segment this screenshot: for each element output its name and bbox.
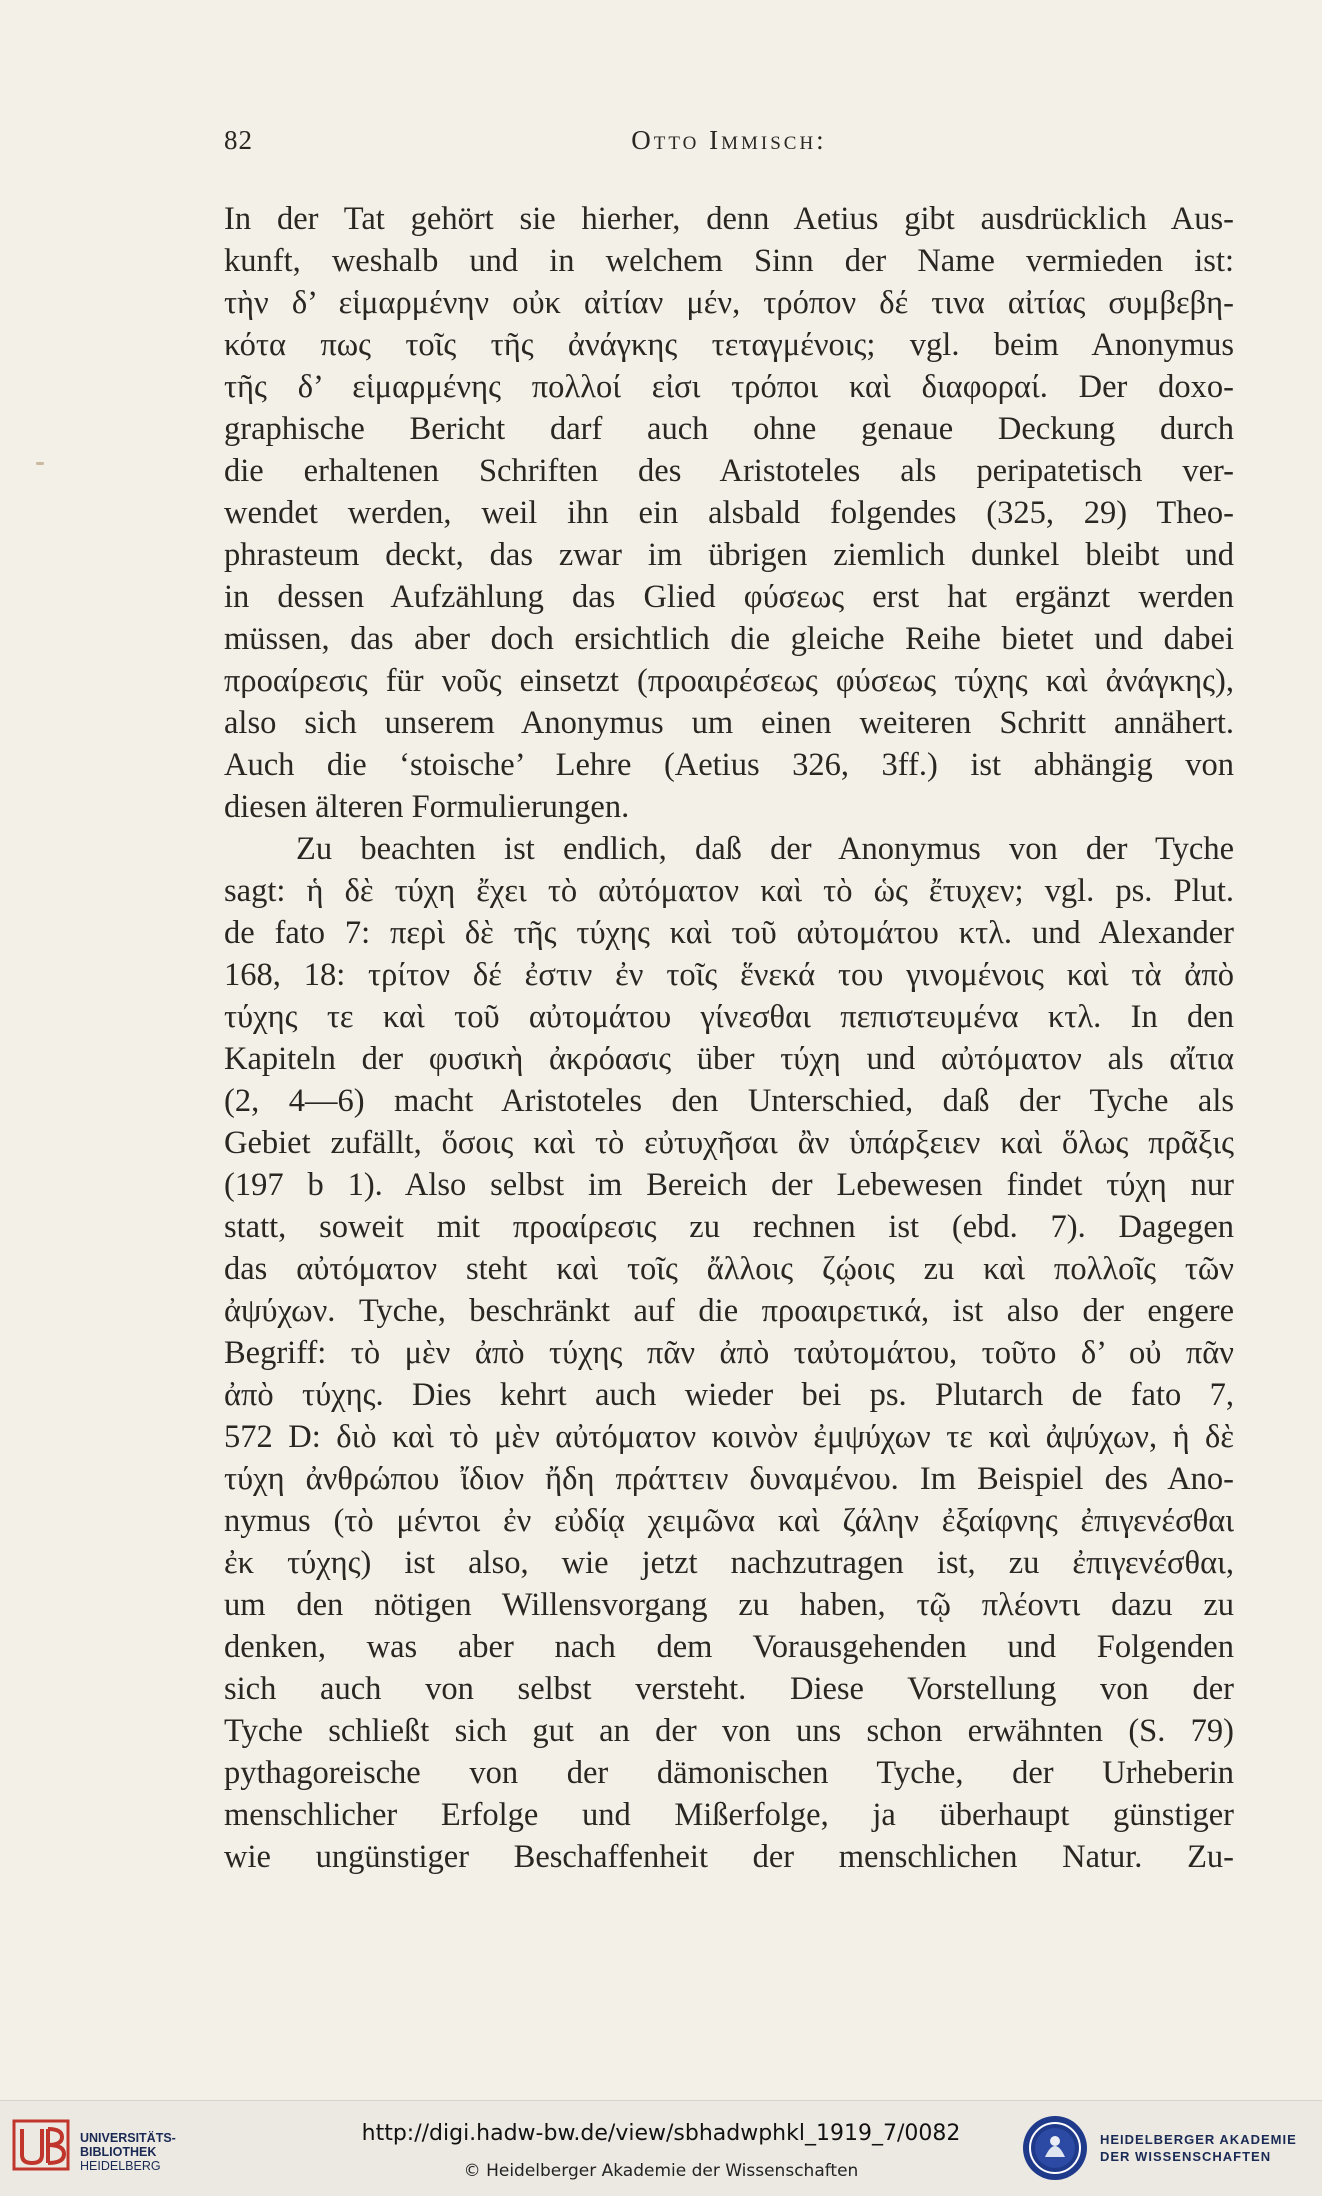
- university-library-name: UNIVERSITÄTS- BIBLIOTHEK HEIDELBERG: [80, 2131, 176, 2173]
- text-line: In der Tat gehört sie hierher, denn Aetius gibt ausdrücklich Aus-: [224, 201, 1234, 237]
- text-line: τύχη ἀνθρώπου ἴδιον ἤδη πράττειν δυναμένου. Im Beispiel des Ano-: [224, 1461, 1234, 1497]
- viewer-footer: [0, 2100, 1322, 2196]
- text-line: sich auch von selbst versteht. Diese Vorstellung von der: [224, 1671, 1234, 1707]
- text-line: in dessen Aufzählung das Glied φύσεως erst hat ergänzt werden: [224, 579, 1234, 615]
- text-line: statt, soweit mit προαίρεσις zu rechnen ist (ebd. 7). Dagegen: [224, 1209, 1234, 1245]
- text-line: menschlicher Erfolge und Mißerfolge, ja überhaupt günstiger: [224, 1797, 1234, 1833]
- text-line: Kapiteln der φυσικὴ ἀκρόασις über τύχη und αὐτόματον als αἴτια: [224, 1041, 1234, 1077]
- body-text: [224, 198, 1234, 1878]
- text-line: 572 D: διὸ καὶ τὸ μὲν αὐτόματον κοινὸν ἐμψύχων τε καὶ ἀψύχων, ἡ δὲ: [224, 1419, 1234, 1455]
- text-line: diesen älteren Formulierungen.: [224, 789, 630, 825]
- text-line: sagt: ἡ δὲ τύχη ἔχει τὸ αὐτόματον καὶ τὸ ὡς ἔτυχεν; vgl. ps. Plut.: [224, 873, 1234, 909]
- academy-name: HEIDELBERGER AKADEMIE DER WISSENSCHAFTEN: [1100, 2132, 1297, 2164]
- text-line: κότα πως τοῖς τῆς ἀνάγκης τεταγμένοις; vgl. beim Anonymus: [224, 327, 1234, 363]
- text-line: Gebiet zufällt, ὅσοις καὶ τὸ εὐτυχῆσαι ἂν ὑπάρξειεν καὶ ὅλως πρᾶξις: [224, 1125, 1234, 1161]
- text-line: denken, was aber nach dem Vorausgehenden und Folgenden: [224, 1629, 1234, 1665]
- text-line: ἀψύχων. Tyche, beschränkt auf die προαιρετικά, ist also der engere: [224, 1293, 1234, 1329]
- text-line: wie ungünstiger Beschaffenheit der menschlichen Natur. Zu-: [224, 1839, 1234, 1875]
- margin-mark: [36, 462, 44, 465]
- permalink-url[interactable]: http://digi.hadw-bw.de/view/sbhadwphkl_1919_7/0082: [361, 2121, 961, 2146]
- text-line: Auch die ‘stoische’ Lehre (Aetius 326, 3ff.) ist abhängig von: [224, 747, 1234, 783]
- copyright-notice: © Heidelberger Akademie der Wissenschaften: [463, 2161, 859, 2181]
- academy-seal-icon: [1020, 2113, 1090, 2183]
- text-line: das αὐτόματον steht καὶ τοῖς ἄλλοις ζῴοις zu καὶ πολλοῖς τῶν: [224, 1251, 1234, 1287]
- text-line: 168, 18: τρίτον δέ ἐστιν ἐν τοῖς ἕνεκά του γινομένοις καὶ τὰ ἀπὸ: [224, 957, 1234, 993]
- text-line: wendet werden, weil ihn ein alsbald folgendes (325, 29) Theo-: [224, 495, 1234, 531]
- text-line: nymus (τὸ μέντοι ἐν εὐδίᾳ χειμῶνα καὶ ζάλην ἐξαίφνης ἐπιγενέσθαι: [224, 1503, 1234, 1539]
- text-line: τὴν δ’ εἱμαρμένην οὐκ αἰτίαν μέν, τρόπον δέ τινα αἰτίας συμβεβη-: [224, 285, 1234, 321]
- text-line: ἀπὸ τύχης. Dies kehrt auch wieder bei ps. Plutarch de fato 7,: [224, 1377, 1234, 1413]
- text-line: also sich unserem Anonymus um einen weiteren Schritt annähert.: [224, 705, 1234, 741]
- text-line: προαίρεσις für νοῦς einsetzt (προαιρέσεως φύσεως τύχης καὶ ἀνάγκης),: [224, 663, 1234, 699]
- text-line: pythagoreische von der dämonischen Tyche, der Urheberin: [224, 1755, 1234, 1791]
- text-line: de fato 7: περὶ δὲ τῆς τύχης καὶ τοῦ αὐτομάτου κτλ. und Alexander: [224, 915, 1234, 951]
- text-line: τῆς δ’ εἱμαρμένης πολλοί εἰσι τρόποι καὶ διαφοραί. Der doxo-: [224, 369, 1234, 405]
- running-head: Otto Immisch:: [631, 125, 827, 155]
- text-line: Tyche schließt sich gut an der von uns schon erwähnten (S. 79): [224, 1713, 1234, 1749]
- text-line: Begriff: τὸ μὲν ἀπὸ τύχης πᾶν ἀπὸ ταὐτομάτου, τοῦτο δ’ οὐ πᾶν: [224, 1335, 1234, 1371]
- text-line: kunft, weshalb und in welchem Sinn der Name vermieden ist:: [224, 243, 1234, 279]
- text-line: die erhaltenen Schriften des Aristoteles als peripatetisch ver-: [224, 453, 1234, 489]
- text-line: Zu beachten ist endlich, daß der Anonymus von der Tyche: [296, 831, 1234, 867]
- text-line: ἐκ τύχης) ist also, wie jetzt nachzutragen ist, zu ἐπιγενέσθαι,: [224, 1545, 1234, 1581]
- text-line: (197 b 1). Also selbst im Bereich der Lebewesen findet τύχη nur: [224, 1167, 1234, 1203]
- text-line: um den nötigen Willensvorgang zu haben, τῷ πλέοντι dazu zu: [224, 1587, 1234, 1623]
- page-number: 82: [224, 125, 253, 155]
- text-line: (2, 4—6) macht Aristoteles den Unterschied, daß der Tyche als: [224, 1083, 1234, 1119]
- text-line: müssen, das aber doch ersichtlich die gleiche Reihe bietet und dabei: [224, 621, 1234, 657]
- text-line: phrasteum deckt, das zwar im übrigen ziemlich dunkel bleibt und: [224, 537, 1234, 573]
- text-line: τύχης τε καὶ τοῦ αὐτομάτου γίνεσθαι πεπιστευμένα κτλ. In den: [224, 999, 1234, 1035]
- text-line: graphische Bericht darf auch ohne genaue Deckung durch: [224, 411, 1234, 447]
